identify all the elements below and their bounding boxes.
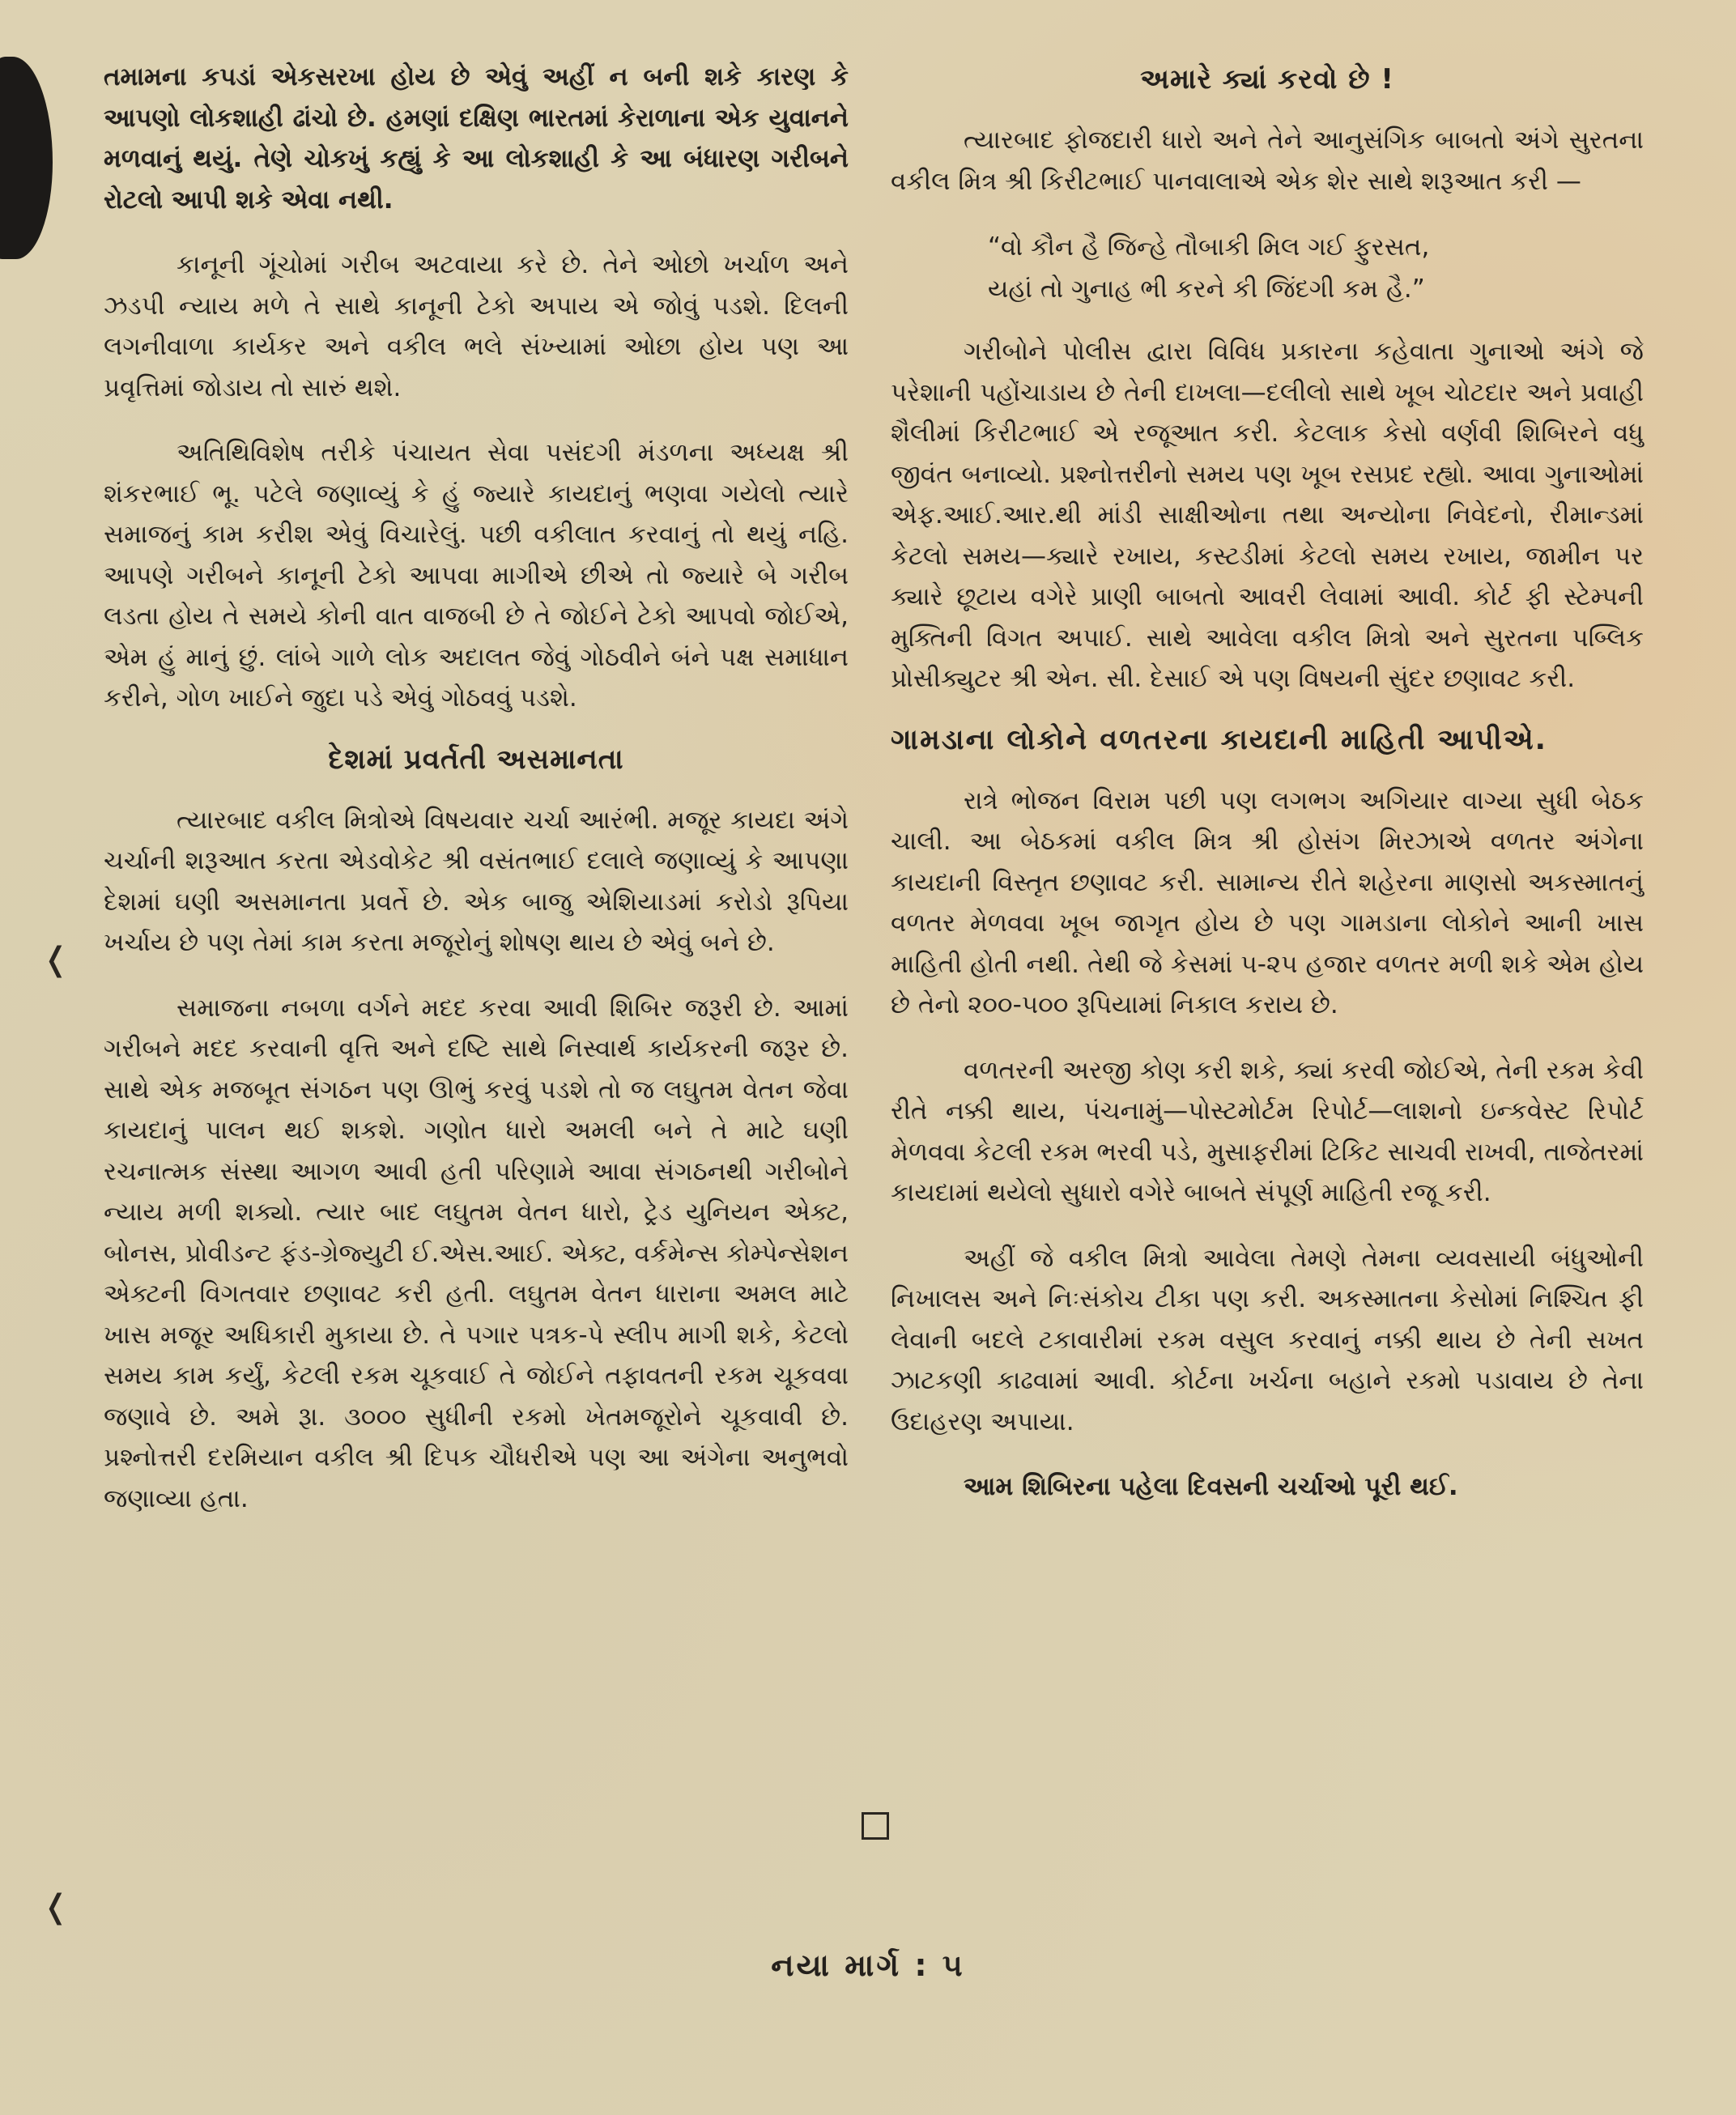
poem-line: યહાં તો ગુનાહ ભી કરને કી જિંદગી કમ હૈ.” xyxy=(988,274,1425,304)
section-heading: અમારે ક્યાં કરવો છે ! xyxy=(1140,63,1394,96)
section-heading: ગામડાના લોકોને વળતરના કાયદાની માહિતી આપીએ. xyxy=(891,723,1547,756)
paragraph: અતિથિવિશેષ તરીકે પંચાયત સેવા પસંદગી મંડળના અધ્યક્ષ શ્રી શંકરભાઈ ભૂ. પટેલે જણાવ્યું કે હું જ્યારે કાયદાનું ભણવા ગયેલો ત્યારે સમાજનું કામ કરીશ એવું વિચારેલું. પછી વકીલાત કરવાનું તો થયું નહિ. આપણે ગરીબને કાનૂની ટેકો આપવા માગીએ છીએ તો જ્યારે બે ગરીબ લડતા હોય તે સમયે કોની વાત વાજબી છે તે જોઈને ટેકો આપવો જોઈએ, એમ હું માનું છું. લાંબે ગાળે લોક અદાલત જેવું ગોઠવીને બંને પક્ષ સમાધાન કરીને, ગોળ ખાઈને જુદા પડે એવું ગોઠવવું પડશે. xyxy=(104,438,849,713)
paragraph: આમ શિબિરના પહેલા દિવસની ચર્ચાઓ પૂરી થઈ. xyxy=(964,1472,1458,1501)
paragraph: તમામના કપડાં એકસરખા હોય છે એવું અહીં ન બની શકે કારણ કે આપણો લોકશાહી ઢાંચો છે. હમણાં દક્ષિણ ભારતમાં કેરાળાના એક યુવાનને મળવાનું થયું. તેણે ચોકખું કહ્યું કે આ લોકશાહી કે આ બંધારણ ગરીબને રોટલો આપી શકે એવા નથી. xyxy=(104,62,849,215)
margin-mark: ❬ xyxy=(42,941,70,978)
end-of-article-box xyxy=(862,1812,889,1840)
paragraph: રાત્રે ભોજન વિરામ પછી પણ લગભગ અગિયાર વાગ્યા સુધી બેઠક ચાલી. આ બેઠકમાં વકીલ મિત્ર શ્રી હોસંગ મિરઝાએ વળતર અંગેના કાયદાની વિસ્તૃત છણાવટ કરી. સામાન્ય રીતે શહેરના માણસો અકસ્માતનું વળતર મેળવવા ખૂબ જાગૃત હોય છે પણ ગામડાના લોકોને આની ખાસ માહિતી હોતી નથી. તેથી જે કેસમાં ૫-૨૫ હજાર વળતર મળી શકે એમ હોય છે તેનો ૨૦૦-૫૦૦ રૂપિયામાં નિકાલ કરાય છે. xyxy=(891,785,1644,1019)
paragraph: અહીં જે વકીલ મિત્રો આવેલા તેમણે તેમના વ્યવસાયી બંધુઓની નિખાલસ અને નિઃસંકોચ ટીકા પણ કરી. અકસ્માતના કેસોમાં નિશ્ચિત ફી લેવાની બદલે ટકાવારીમાં રકમ વસુલ કરવાનું નક્કી થાય છે તેની સખત ઝાટકણી કાઢવામાં આવી. કોર્ટના ખર્ચના બહાને રકમો પડાવાય છે તેના ઉદાહરણ અપાયા. xyxy=(891,1243,1644,1436)
ink-stain xyxy=(0,57,53,259)
page-footer: નયા માર્ગ : ૫ xyxy=(771,1947,965,1983)
left-column xyxy=(104,57,849,1543)
paragraph: કાનૂની ગૂંચોમાં ગરીબ અટવાયા કરે છે. તેને ઓછો ખર્ચાળ અને ઝડપી ન્યાય મળે તે સાથે કાનૂની ટેકો અપાય એ જોવું પડશે. દિલની લગનીવાળા કાર્યકર અને વકીલ ભલે સંખ્યામાં ઓછા હોય પણ આ પ્રવૃત્તિમાં જોડાય તો સારું થશે. xyxy=(104,250,849,402)
poem-line: “વો કૌન હૈ જિન્હે તૌબાકી મિલ ગઈ ફુરસત, xyxy=(988,232,1430,262)
poem-quote xyxy=(988,226,1644,310)
right-column xyxy=(891,57,1644,1532)
paragraph: ત્યારબાદ વકીલ મિત્રોએ વિષયવાર ચર્ચા આરંભી. મજૂર કાયદા અંગે ચર્ચાની શરૂઆત કરતા એડવોકેટ શ્રી વસંતભાઈ દલાલે જણાવ્યું કે આપણા દેશમાં ઘણી અસમાનતા પ્રવર્તે છે. એક બાજુ એશિયાડમાં કરોડો રૂપિયા ખર્ચાય છે પણ તેમાં કામ કરતા મજૂરોનું શોષણ થાય છે એવું બને છે. xyxy=(104,805,849,957)
paragraph: વળતરની અરજી કોણ કરી શકે, ક્યાં કરવી જોઈએ, તેની રકમ કેવી રીતે નક્કી થાય, પંચનામું—પોસ્ટમોર્ટમ રિપોર્ટ—લાશનો ઇન્કવેસ્ટ રિપોર્ટ મેળવવા કેટલી રકમ ભરવી પડે, મુસાફરીમાં ટિકિટ સાચવી રાખવી, તાજેતરમાં કાયદામાં થયેલો સુધારો વગેરે બાબતે સંપૂર્ણ માહિતી રજૂ કરી. xyxy=(891,1055,1644,1207)
margin-mark: ❬ xyxy=(42,1888,70,1926)
paragraph: ગરીબોને પોલીસ દ્વારા વિવિધ પ્રકારના કહેવાતા ગુનાઓ અંગે જે પરેશાની પહોંચાડાય છે તેની દાખલા—દલીલો સાથે ખૂબ ચોટદાર અને પ્રવાહી શૈલીમાં કિરીટભાઈ એ રજૂઆત કરી. કેટલાક કેસો વર્ણવી શિબિરને વધુ જીવંત બનાવ્યો. પ્રશ્નોત્તરીનો સમય પણ ખૂબ રસપ્રદ રહ્યો. આવા ગુનાઓમાં એફ.આઈ.આર.થી માંડી સાક્ષીઓના તથા અન્યોના નિવેદનો, રીમાન્ડમાં કેટલો સમય—ક્યારે રખાય, કસ્ટડીમાં કેટલો સમય રખાય, જામીન પર ક્યારે છૂટાય વગેરે પ્રાણી બાબતો આવરી લેવામાં આવી. કોર્ટ ફી સ્ટેમ્પની મુક્તિની વિગત અપાઈ. સાથે આવેલા વકીલ મિત્રો અને સુરતના પબ્લિક પ્રોસીક્યુટર શ્રી એન. સી. દેસાઈ એ પણ વિષયની સુંદર છણાવટ કરી. xyxy=(891,337,1644,693)
paragraph: ત્યારબાદ ફોજદારી ધારો અને તેને આનુસંગિક બાબતો અંગે સુરતના વકીલ મિત્ર શ્રી કિરીટભાઈ પાનવાલાએ એક શેર સાથે શરૂઆત કરી — xyxy=(891,126,1644,196)
paragraph: સમાજના નબળા વર્ગને મદદ કરવા આવી શિબિર જરૂરી છે. આમાં ગરીબને મદદ કરવાની વૃત્તિ અને દષ્ટિ સાથે નિસ્વાર્થ કાર્યકરની જરૂર છે. સાથે એક મજબૂત સંગઠન પણ ઊભું કરવું પડશે તો જ લઘુતમ વેતન જેવા કાયદાનું પાલન થઈ શકશે. ગણોત ધારો અમલી બને તે માટે ઘણી રચનાત્મક સંસ્થા આગળ આવી હતી પરિણામે આવા સંગઠનથી ગરીબોને ન્યાય મળી શક્યો. ત્યાર બાદ લઘુતમ વેતન ધારો, ટ્રેડ યુનિયન એક્ટ, બોનસ, પ્રોવીડન્ટ ફંડ-ગ્રેજ્યુટી ઈ.એસ.આઈ. એક્ટ, વર્કમેન્સ કોમ્પેન્સેશન એક્ટની વિગતવાર છણાવટ કરી હતી. લઘુતમ વેતન ધારાના અમલ માટે ખાસ મજૂર અધિકારી મુકાયા છે. તે પગાર પત્રક-પે સ્લીપ માગી શકે, કેટલો સમય કામ કર્યું, કેટલી રકમ ચૂકવાઈ તે જોઈને તફાવતની રકમ ચૂકવવા જણાવે છે. અમે રૂા. ૩૦૦૦ સુધીની રકમો ખેતમજૂરોને ચૂકવાવી છે. પ્રશ્નોત્તરી દરમિયાન વકીલ શ્રી દિપક ચૌધરીએ પણ આ અંગેના અનુભવો જણાવ્યા હતા. xyxy=(104,993,849,1513)
section-heading: દેશમાં પ્રવર્તતી અસમાનતા xyxy=(328,743,624,776)
